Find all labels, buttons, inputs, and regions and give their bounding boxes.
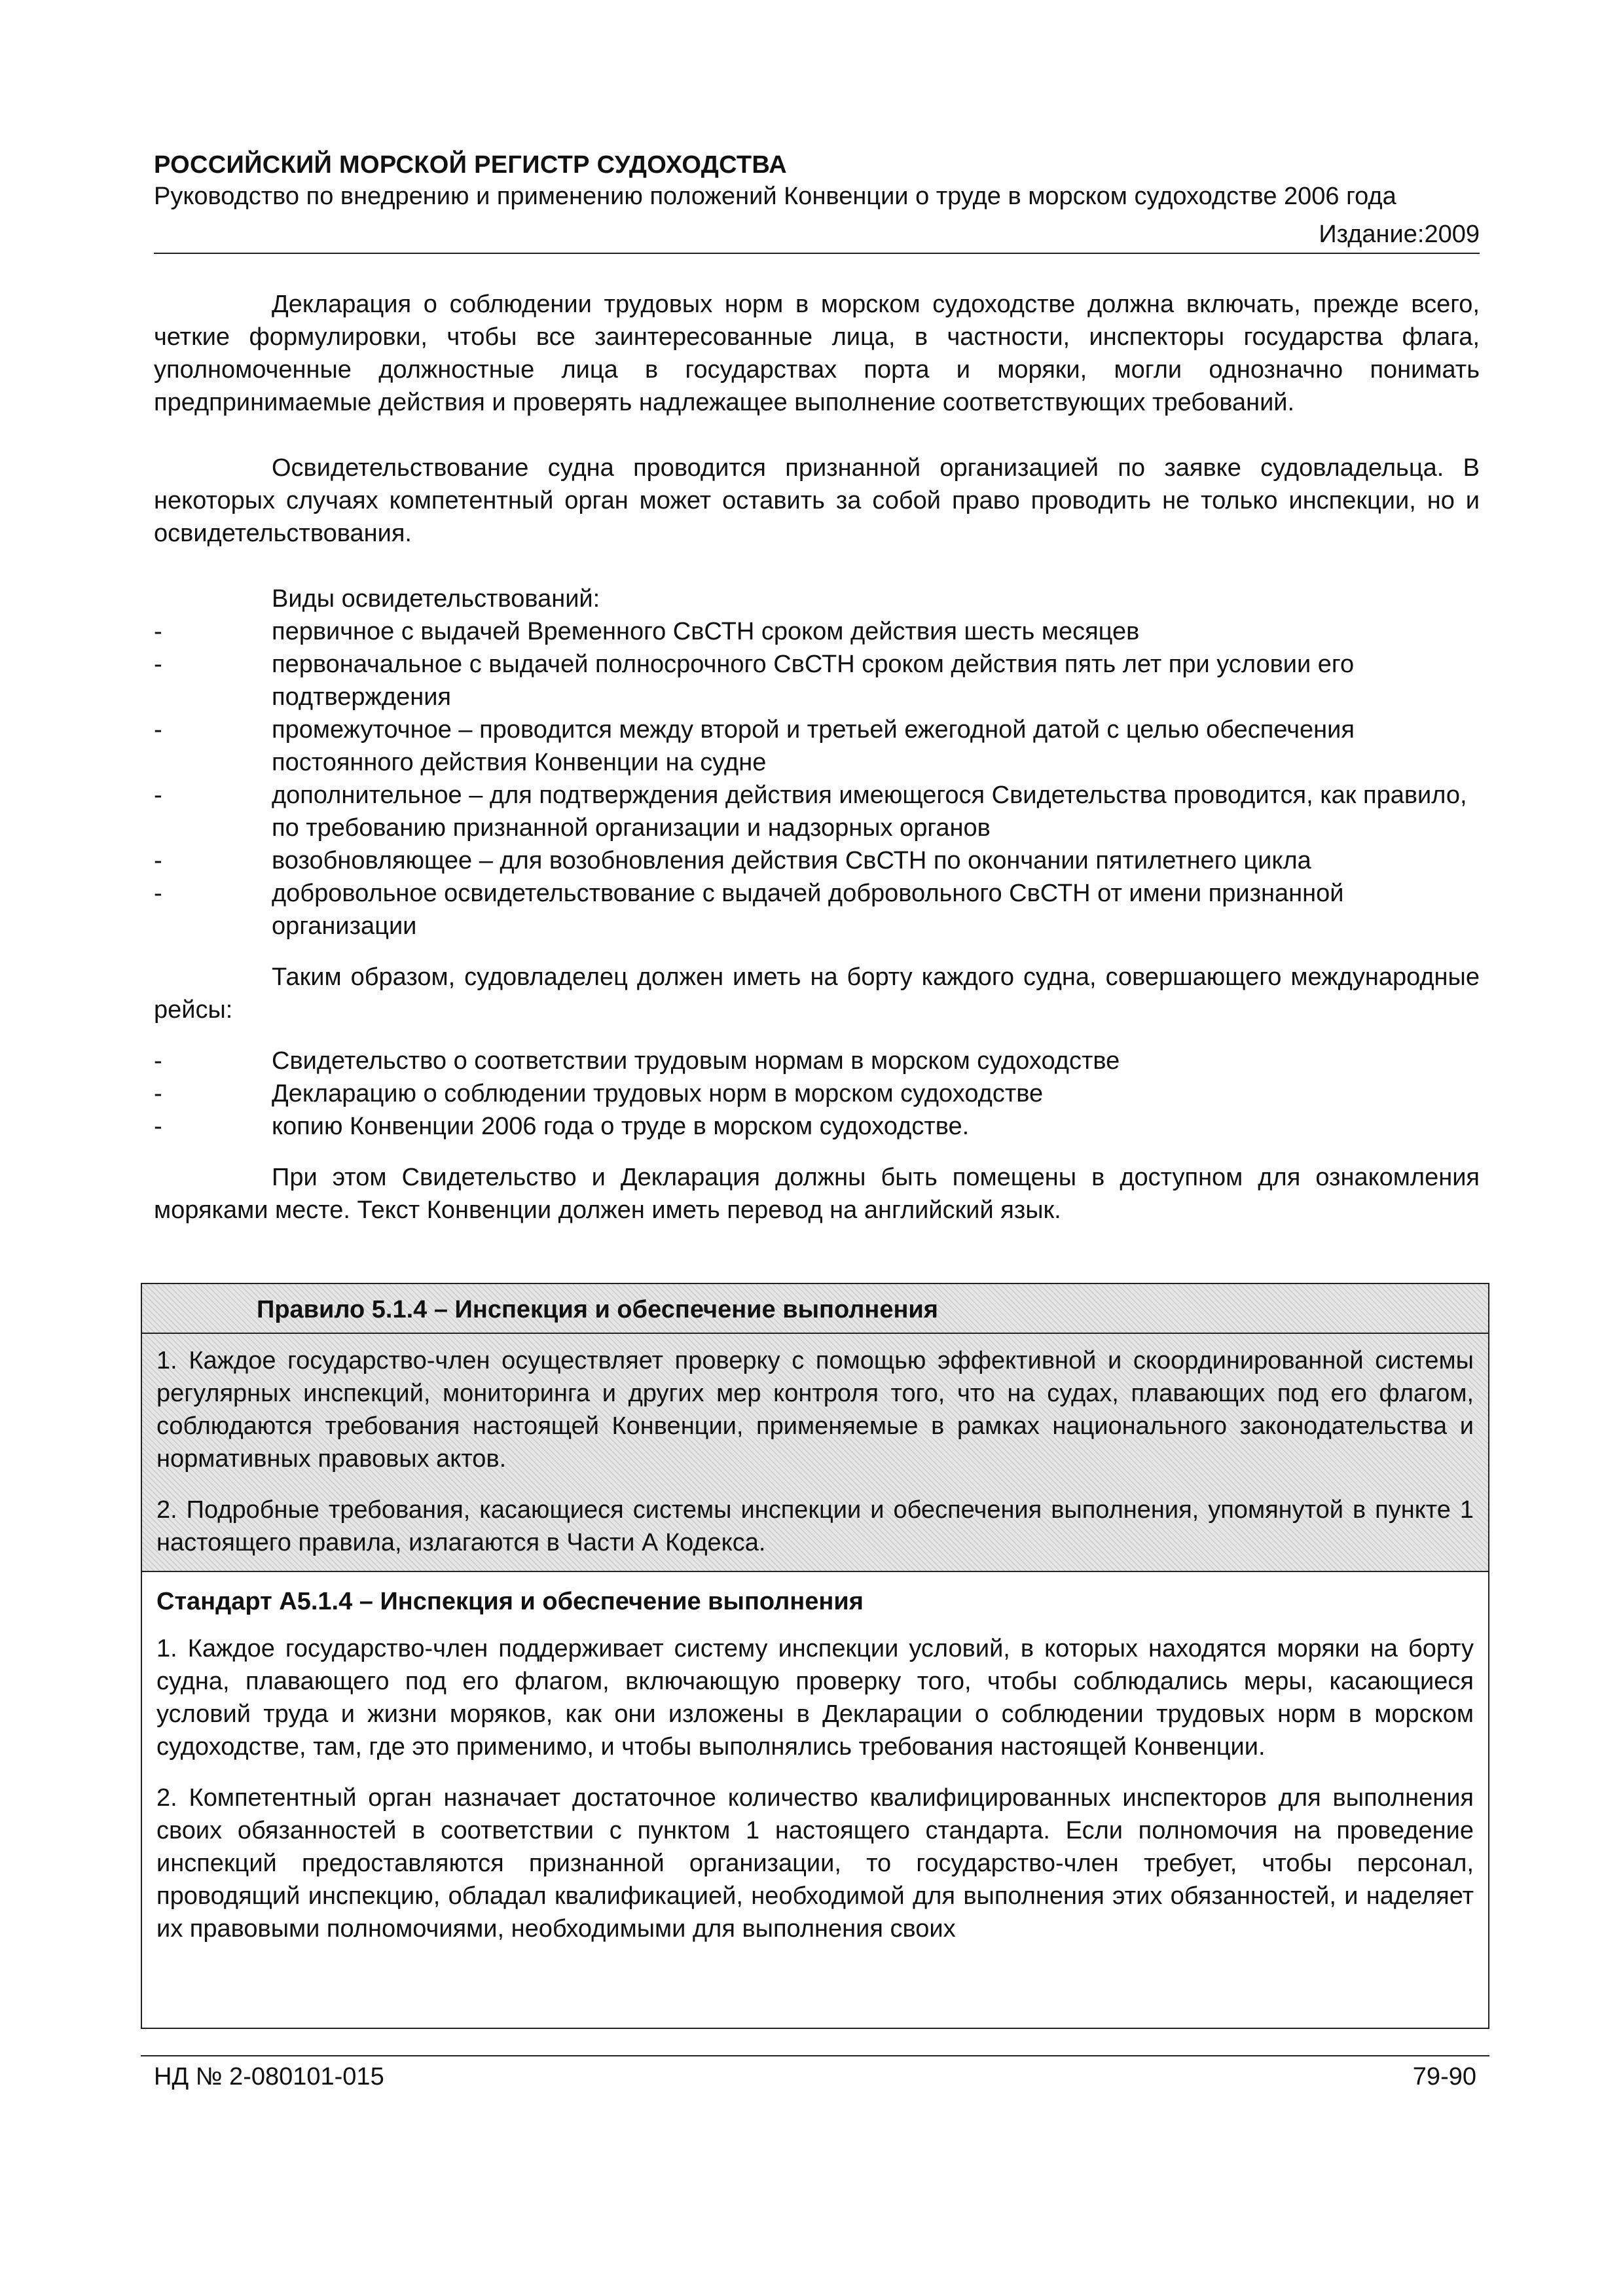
paragraph-survey-types-intro: Виды освидетельствований: (272, 585, 600, 613)
page-number: 79-90 (1412, 2063, 1476, 2090)
paragraph-survey: Освидетельствование судна проводится признанной организацией по заявке судовладельца. В некоторых случаях компетентный орган может оставить за собой право проводить не только инспекции, но и освидетельствования. (154, 454, 1480, 547)
document-subtitle: Руководство по внедрению и применению положений Конвенции о труде в морском судоходстве 2006 года (154, 183, 1396, 210)
list-dash: - (154, 880, 162, 907)
list-dash: - (154, 781, 162, 809)
paragraph-owner-requirements: Таким образом, судовладелец должен иметь на борту каждого судна, совершающего международные рейсы: (154, 963, 1480, 1024)
list-item: - Свидетельство о соответствии трудовым нормам в морском судоходстве (154, 1045, 1480, 1077)
list-dash: - (154, 716, 162, 744)
paragraph-declaration: Декларация о соблюдении трудовых норм в морском судоходстве должна включать, прежде всего, четкие формулировки, чтобы все заинтересованные лица, в частности, инспекторы государства флага, уполномоченные должностные лица в государствах порта и моряки, могли однозначно понимать предпринимаемые действия и проверять надлежащее выполнение соответствующих требований. (154, 291, 1480, 416)
onboard-documents-list (154, 1045, 1480, 1143)
list-dash: - (154, 1113, 162, 1140)
regulation-paragraph-2: 2. Подробные требования, касающиеся системы инспекции и обеспечения выполнения, упомянутой в пункте 1 настоящего правила, излагаются в Части А Кодекса. (156, 1496, 1474, 1556)
convention-text-box (141, 1283, 1489, 2029)
list-dash: - (154, 1047, 162, 1075)
list-item: - дополнительное – для подтверждения действия имеющегося Свидетельства проводится, как правило, по требованию признанной организации и надзорных органов (154, 779, 1480, 844)
regulation-paragraph-1: 1. Каждое государство-член осуществляет проверку с помощью эффективной и скоординированной системы регулярных инспекций, мониторинга и других мер контроля того, что на судах, плавающих под его флагом, соблюдаются требования настоящей Конвенции, применяемые в рамках национального законодательства и нормативных правовых актов. (156, 1347, 1474, 1473)
page-footer (141, 2055, 1489, 2093)
standard-paragraph-1: 1. Каждое государство-член поддерживает систему инспекции условий, в которых находятся моряки на борту судна, плавающего под его флагом, включающую проверку того, чтобы соблюдались меры, касающиеся условий труда и жизни моряков, как они изложены в Декларации о соблюдении трудовых норм в морском судоходстве, там, где это применимо, и чтобы выполнялись требования настоящей Конвенции. (156, 1635, 1474, 1761)
list-item: - промежуточное – проводится между второй и третьей ежегодной датой с целью обеспечения постоянного действия Конвенции на судне (154, 713, 1480, 779)
standard-paragraph-2: 2. Компетентный орган назначает достаточное количество квалифицированных инспекторов для выполнения своих обязанностей в соответствии с пунктом 1 настоящего стандарта. Если полномочия на проведение инспекций предоставляются признанной организации, то государство-член требует, чтобы персонал, проводящий инспекцию, обладал квалификацией, необходимой для выполнения этих обязанностей, и наделяет их правовыми полномочиями, необходимыми для выполнения своих (156, 1784, 1474, 1943)
regulation-section (142, 1284, 1488, 1572)
list-dash: - (154, 847, 162, 874)
list-item: - Декларацию о соблюдении трудовых норм в морском судоходстве (154, 1077, 1480, 1110)
list-item: - копию Конвенции 2006 года о труде в морском судоходстве. (154, 1110, 1480, 1143)
list-dash: - (154, 618, 162, 645)
list-item: - первичное с выдачей Временного СвСТН сроком действия шесть месяцев (154, 615, 1480, 648)
standard-section (142, 1572, 1488, 1945)
list-item: - добровольное освидетельствование с выдачей добровольного СвСТН от имени признанной организации (154, 877, 1480, 942)
page-header (154, 149, 1480, 254)
organization-title: РОССИЙСКИЙ МОРСКОЙ РЕГИСТР СУДОХОДСТВА (154, 151, 787, 179)
document-number: НД № 2-080101-015 (154, 2063, 384, 2090)
header-divider (154, 253, 1480, 254)
standard-title: Стандарт А5.1.4 – Инспекция и обеспечение выполнения (156, 1588, 864, 1615)
regulation-title: Правило 5.1.4 – Инспекция и обеспечение выполнения (142, 1293, 1488, 1334)
footer-divider (141, 2055, 1489, 2056)
list-dash: - (154, 651, 162, 678)
main-text (154, 288, 1480, 1227)
list-item: - возобновляющее – для возобновления действия СвСТН по окончании пятилетнего цикла (154, 844, 1480, 877)
list-item: - первоначальное с выдачей полносрочного СвСТН сроком действия пять лет при условии его подтверждения (154, 648, 1480, 713)
paragraph-placement: При этом Свидетельство и Декларация должны быть помещены в доступном для ознакомления моряками месте. Текст Конвенции должен иметь перевод на английский язык. (154, 1164, 1480, 1224)
edition-label: Издание:2009 (1319, 221, 1480, 248)
survey-types-list (154, 615, 1480, 942)
list-dash: - (154, 1080, 162, 1107)
